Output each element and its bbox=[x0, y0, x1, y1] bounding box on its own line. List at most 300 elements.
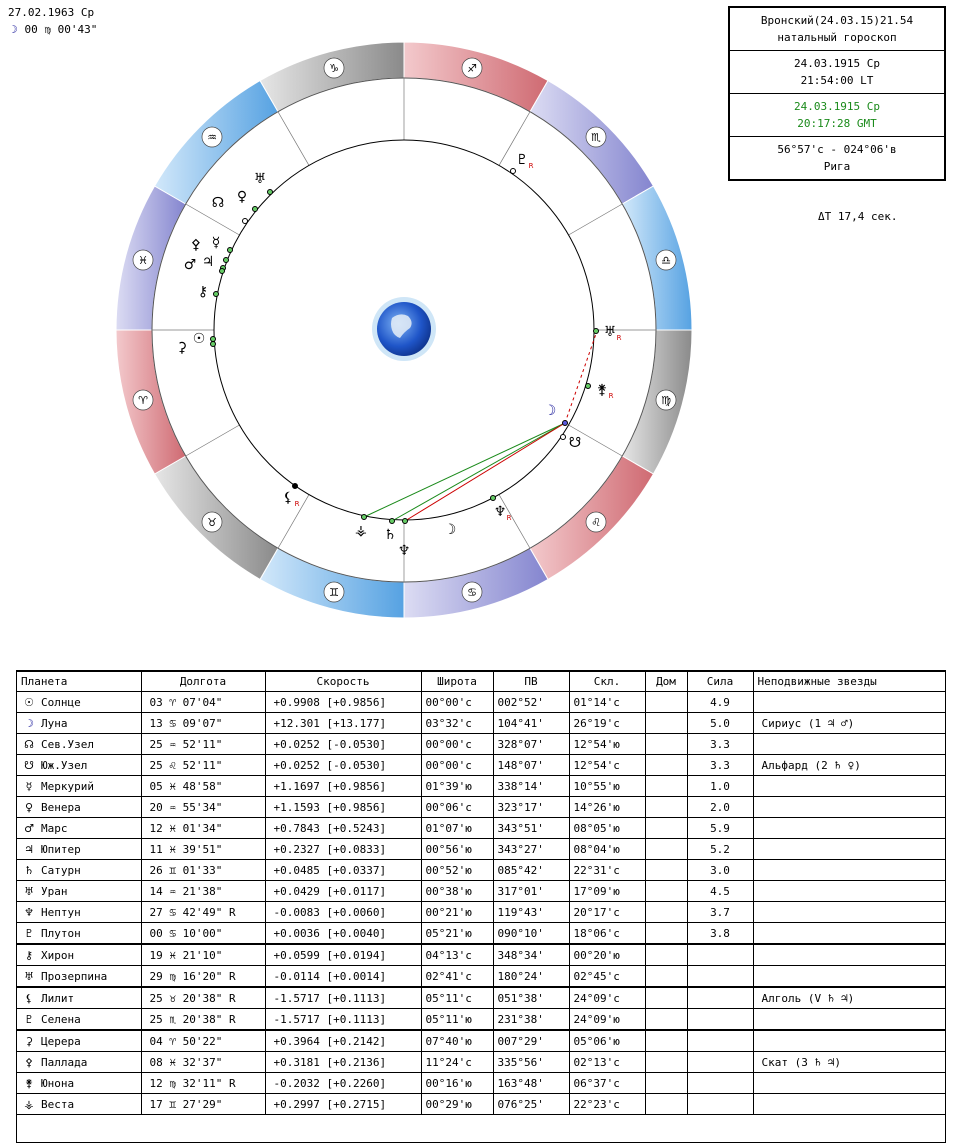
cell-power: 5.0 bbox=[687, 713, 753, 734]
table-row[interactable] bbox=[17, 944, 945, 966]
cell-fixed-stars: Альфард (2 ♄ ♀) bbox=[753, 755, 945, 776]
cell-planet bbox=[17, 797, 141, 818]
cell-fixed-stars bbox=[753, 966, 945, 988]
cell-house bbox=[645, 755, 687, 776]
cell-planet bbox=[17, 966, 141, 988]
table-row[interactable] bbox=[17, 755, 945, 776]
cell-ra: 090°10' bbox=[493, 923, 569, 945]
cell-latitude: 00°06'с bbox=[421, 797, 493, 818]
cell-fixed-stars: Скат (3 ♄ ♃) bbox=[753, 1052, 945, 1073]
cell-fixed-stars bbox=[753, 1073, 945, 1094]
cell-fixed-stars bbox=[753, 881, 945, 902]
cell-ra: 002°52' bbox=[493, 692, 569, 713]
planet-name: Юпитер bbox=[41, 842, 81, 856]
cell-declination: 24°09'ю bbox=[569, 1009, 645, 1031]
cell-speed: +0.7843 [+0.5243] bbox=[265, 818, 421, 839]
uranus-icon[interactable]: ♅ bbox=[253, 171, 267, 187]
chiron-icon[interactable]: ⚷ bbox=[197, 284, 209, 300]
taurus-icon[interactable]: ♉ bbox=[207, 516, 217, 529]
cell-speed: -0.0083 [+0.0060] bbox=[265, 902, 421, 923]
sagittarius-icon[interactable]: ♐ bbox=[467, 62, 477, 75]
table-row[interactable] bbox=[17, 860, 945, 881]
table-row[interactable] bbox=[17, 966, 945, 988]
cell-latitude: 07°40'ю bbox=[421, 1030, 493, 1052]
dot-proserpina bbox=[594, 329, 599, 334]
planet-name: Прозерпина bbox=[41, 969, 108, 983]
saturn-icon[interactable]: ♄ bbox=[383, 527, 397, 543]
dot-south-node bbox=[561, 435, 566, 440]
cell-planet bbox=[17, 987, 141, 1009]
cell-speed: +12.301 [+13.177] bbox=[265, 713, 421, 734]
col-declination-header[interactable]: Скл. bbox=[569, 672, 645, 692]
cell-longitude: 27 ♋ 42'49" R bbox=[141, 902, 265, 923]
dot-pluto-top bbox=[511, 169, 516, 174]
dot-node bbox=[243, 219, 248, 224]
cell-planet bbox=[17, 818, 141, 839]
cell-declination: 08°05'ю bbox=[569, 818, 645, 839]
cell-latitude: 01°39'ю bbox=[421, 776, 493, 797]
cell-longitude: 05 ♓ 48'58" bbox=[141, 776, 265, 797]
cell-planet bbox=[17, 923, 141, 945]
transit-moon-position: 00 ♍ 00'43" bbox=[24, 23, 98, 36]
moon-lower-icon[interactable]: ☽ bbox=[443, 522, 457, 538]
cell-power bbox=[687, 1094, 753, 1115]
cell-power bbox=[687, 1052, 753, 1073]
planet-name: Сатурн bbox=[41, 863, 81, 877]
cell-ra: 328°07' bbox=[493, 734, 569, 755]
scorpio-icon[interactable]: ♏ bbox=[591, 131, 601, 144]
cell-declination: 22°23'с bbox=[569, 1094, 645, 1115]
cell-speed: +0.0252 [-0.0530] bbox=[265, 734, 421, 755]
cell-ra: 343°27' bbox=[493, 839, 569, 860]
cell-speed: +0.2997 [+0.2715] bbox=[265, 1094, 421, 1115]
cell-speed: +1.1593 [+0.9856] bbox=[265, 797, 421, 818]
dot-sun bbox=[211, 337, 216, 342]
cell-house bbox=[645, 860, 687, 881]
cell-speed: -0.0114 [+0.0014] bbox=[265, 966, 421, 988]
cell-declination: 26°19'с bbox=[569, 713, 645, 734]
planet-glyph-icon: ♆ bbox=[24, 905, 34, 919]
cell-longitude: 20 ♒ 55'34" bbox=[141, 797, 265, 818]
cell-longitude: 14 ♒ 21'38" bbox=[141, 881, 265, 902]
cell-longitude: 00 ♋ 10'00" bbox=[141, 923, 265, 945]
cell-speed: +1.1697 [+0.9856] bbox=[265, 776, 421, 797]
planet-glyph-icon: ⚸ bbox=[24, 991, 34, 1005]
cell-speed: +0.2327 [+0.0833] bbox=[265, 839, 421, 860]
cell-declination: 24°09'с bbox=[569, 987, 645, 1009]
cell-latitude: 00°56'ю bbox=[421, 839, 493, 860]
table-row[interactable] bbox=[17, 692, 945, 713]
planet-name: Меркурий bbox=[41, 779, 94, 793]
planet-name: Селена bbox=[41, 1012, 81, 1026]
moon-icon[interactable]: ☽ bbox=[543, 403, 557, 419]
planet-name: Сев.Узел bbox=[41, 737, 94, 751]
cell-longitude: 13 ♋ 09'07" bbox=[141, 713, 265, 734]
dot-lilith bbox=[293, 484, 298, 489]
cell-house bbox=[645, 797, 687, 818]
dot-juno bbox=[586, 384, 591, 389]
cell-power: 1.0 bbox=[687, 776, 753, 797]
cell-declination: 08°04'ю bbox=[569, 839, 645, 860]
cell-house bbox=[645, 1073, 687, 1094]
cell-speed: +0.3964 [+0.2142] bbox=[265, 1030, 421, 1052]
planet-glyph-icon: ♂ bbox=[24, 821, 34, 835]
juno-icon[interactable]: ⚵ bbox=[596, 382, 608, 398]
table-row[interactable] bbox=[17, 1009, 945, 1031]
cell-fixed-stars bbox=[753, 839, 945, 860]
mars-icon[interactable]: ♂ bbox=[183, 257, 197, 273]
cell-ra: 180°24' bbox=[493, 966, 569, 988]
cell-house bbox=[645, 1030, 687, 1052]
planet-table bbox=[17, 672, 946, 1115]
virgo-icon[interactable]: ♍ bbox=[661, 394, 671, 407]
cell-planet bbox=[17, 755, 141, 776]
cell-speed: -1.5717 [+0.1113] bbox=[265, 987, 421, 1009]
cell-speed: +0.3181 [+0.2136] bbox=[265, 1052, 421, 1073]
col-speed-header[interactable]: Скорость bbox=[265, 672, 421, 692]
proserpina-icon[interactable]: ♅ bbox=[603, 324, 617, 340]
dot-uranus bbox=[268, 190, 273, 195]
cell-longitude: 08 ♓ 32'37" bbox=[141, 1052, 265, 1073]
cell-ra: 343°51' bbox=[493, 818, 569, 839]
cell-latitude: 00°38'ю bbox=[421, 881, 493, 902]
cell-power: 3.7 bbox=[687, 902, 753, 923]
sun-icon[interactable]: ☉ bbox=[192, 331, 206, 347]
ceres-icon[interactable]: ⚳ bbox=[176, 340, 188, 356]
planet-name: Уран bbox=[41, 884, 68, 898]
cell-ra: 163°48' bbox=[493, 1073, 569, 1094]
neptune-icon[interactable]: ♆ bbox=[493, 504, 507, 520]
cell-declination: 10°55'ю bbox=[569, 776, 645, 797]
table-row[interactable] bbox=[17, 734, 945, 755]
cell-declination: 01°14'с bbox=[569, 692, 645, 713]
cell-declination: 12°54'с bbox=[569, 755, 645, 776]
cell-latitude: 00°21'ю bbox=[421, 902, 493, 923]
col-fixed-stars-header[interactable]: Неподвижные звезды bbox=[753, 672, 945, 692]
cell-ra: 338°14' bbox=[493, 776, 569, 797]
planet-glyph-icon: ♄ bbox=[24, 863, 34, 877]
table-row[interactable] bbox=[17, 713, 945, 734]
planet-glyph-icon: ♇ bbox=[24, 1012, 34, 1026]
cell-house bbox=[645, 881, 687, 902]
dot-pallas bbox=[224, 258, 229, 263]
planet-name: Венера bbox=[41, 800, 81, 814]
cell-declination: 02°45'с bbox=[569, 966, 645, 988]
table-row[interactable] bbox=[17, 1052, 945, 1073]
table-row[interactable] bbox=[17, 923, 945, 945]
cell-longitude: 25 ♏ 20'38" R bbox=[141, 1009, 265, 1031]
cell-ra: 348°34' bbox=[493, 944, 569, 966]
cell-power bbox=[687, 987, 753, 1009]
col-power-header[interactable]: Сила bbox=[687, 672, 753, 692]
planet-glyph-icon: ♇ bbox=[24, 926, 34, 940]
cell-declination: 05°06'ю bbox=[569, 1030, 645, 1052]
cell-declination: 02°13'с bbox=[569, 1052, 645, 1073]
cell-power: 4.9 bbox=[687, 692, 753, 713]
cell-longitude: 25 ♉ 20'38" R bbox=[141, 987, 265, 1009]
cell-speed: +0.0036 [+0.0040] bbox=[265, 923, 421, 945]
cell-fixed-stars bbox=[753, 734, 945, 755]
dot-chiron bbox=[214, 292, 219, 297]
cell-declination: 18°06'с bbox=[569, 923, 645, 945]
planet-glyph-icon: ☊ bbox=[24, 737, 34, 751]
cell-ra: 148°07' bbox=[493, 755, 569, 776]
capricorn-icon[interactable]: ♑ bbox=[329, 62, 339, 75]
planet-name: Хирон bbox=[41, 948, 75, 962]
retrograde-mark: R bbox=[616, 334, 622, 342]
cell-longitude: 26 ♊ 01'33" bbox=[141, 860, 265, 881]
libra-icon[interactable]: ♎ bbox=[661, 254, 671, 267]
planet-name: Веста bbox=[41, 1097, 75, 1111]
cell-declination: 22°31'с bbox=[569, 860, 645, 881]
cell-planet bbox=[17, 776, 141, 797]
table-row[interactable] bbox=[17, 797, 945, 818]
chart-title: Вронский(24.03.15)21.54 bbox=[760, 14, 914, 27]
cell-latitude: 00°16'ю bbox=[421, 1073, 493, 1094]
place-name: Рига bbox=[823, 160, 851, 173]
leo-icon[interactable]: ♌ bbox=[591, 516, 601, 529]
planet-glyph-icon: ☿ bbox=[25, 779, 33, 793]
planet-glyph-icon: ♅ bbox=[24, 884, 34, 898]
gmt-date: 24.03.1915 Ср bbox=[793, 100, 881, 113]
table-row[interactable] bbox=[17, 902, 945, 923]
cell-fixed-stars bbox=[753, 1030, 945, 1052]
cell-house bbox=[645, 839, 687, 860]
cell-longitude: 29 ♍ 16'20" R bbox=[141, 966, 265, 988]
cell-fixed-stars bbox=[753, 776, 945, 797]
planet-name: Лилит bbox=[41, 991, 75, 1005]
col-planet-header[interactable]: Планета bbox=[17, 672, 141, 692]
cell-ra: 335°56' bbox=[493, 1052, 569, 1073]
cell-declination: 17°09'ю bbox=[569, 881, 645, 902]
cell-speed: +0.0599 [+0.0194] bbox=[265, 944, 421, 966]
cell-house bbox=[645, 1052, 687, 1073]
cell-house bbox=[645, 713, 687, 734]
dot-saturn bbox=[390, 519, 395, 524]
north-node-icon[interactable]: ☊ bbox=[211, 195, 225, 211]
table-row[interactable] bbox=[17, 987, 945, 1009]
cell-declination: 06°37'с bbox=[569, 1073, 645, 1094]
cell-ra: 317°01' bbox=[493, 881, 569, 902]
moon-small-icon: ☽ bbox=[8, 23, 18, 36]
cell-longitude: 11 ♓ 39'51" bbox=[141, 839, 265, 860]
cell-latitude: 00°29'ю bbox=[421, 1094, 493, 1115]
retrograde-mark: R bbox=[506, 514, 512, 522]
table-row[interactable] bbox=[17, 776, 945, 797]
cell-speed: +0.9908 [+0.9856] bbox=[265, 692, 421, 713]
cell-latitude: 01°07'ю bbox=[421, 818, 493, 839]
cell-ra: 085°42' bbox=[493, 860, 569, 881]
cell-power bbox=[687, 1009, 753, 1031]
mercury-icon[interactable]: ☿ bbox=[211, 235, 221, 251]
planet-name: Нептун bbox=[41, 905, 81, 919]
cell-ra: 076°25' bbox=[493, 1094, 569, 1115]
planet-name: Паллада bbox=[41, 1055, 88, 1069]
cell-planet bbox=[17, 944, 141, 966]
cell-planet bbox=[17, 1052, 141, 1073]
cell-declination: 00°20'ю bbox=[569, 944, 645, 966]
cell-house bbox=[645, 902, 687, 923]
cell-declination: 14°26'ю bbox=[569, 797, 645, 818]
cell-power: 3.8 bbox=[687, 923, 753, 945]
planet-glyph-icon: ⚳ bbox=[24, 1034, 34, 1048]
planet-glyph-icon: ♀ bbox=[24, 800, 34, 814]
cell-power: 3.3 bbox=[687, 755, 753, 776]
cell-house bbox=[645, 776, 687, 797]
planet-glyph-icon: ☉ bbox=[24, 695, 34, 709]
chart-type: натальный гороскоп bbox=[777, 31, 897, 44]
planet-glyph-icon: ⚵ bbox=[24, 1076, 34, 1090]
cell-planet bbox=[17, 860, 141, 881]
cell-planet bbox=[17, 839, 141, 860]
gemini-icon[interactable]: ♊ bbox=[329, 586, 339, 599]
cell-fixed-stars: Алголь (V ♄ ♃) bbox=[753, 987, 945, 1009]
cell-speed: -0.2032 [+0.2260] bbox=[265, 1073, 421, 1094]
cell-longitude: 25 ♒ 52'11" bbox=[141, 734, 265, 755]
cell-latitude: 00°52'ю bbox=[421, 860, 493, 881]
cell-planet bbox=[17, 902, 141, 923]
planet-glyph-icon: ☋ bbox=[24, 758, 34, 772]
col-longitude-header[interactable]: Долгота bbox=[141, 672, 265, 692]
dot-moon bbox=[563, 421, 568, 426]
delta-t: ΔT 17,4 сек. bbox=[818, 210, 898, 223]
pluto-top-icon[interactable]: ♇ bbox=[515, 152, 529, 168]
table-row[interactable] bbox=[17, 1094, 945, 1115]
cell-longitude: 12 ♓ 01'34" bbox=[141, 818, 265, 839]
planet-glyph-icon: ♃ bbox=[24, 842, 34, 856]
jupiter-icon[interactable]: ♃ bbox=[201, 254, 215, 270]
cell-speed: +0.0485 [+0.0337] bbox=[265, 860, 421, 881]
cell-latitude: 05°11'с bbox=[421, 987, 493, 1009]
cell-fixed-stars: Сириус (1 ♃ ♂) bbox=[753, 713, 945, 734]
pisces-icon[interactable]: ♓ bbox=[138, 254, 148, 267]
cell-longitude: 04 ♈ 50'22" bbox=[141, 1030, 265, 1052]
cell-ra: 231°38' bbox=[493, 1009, 569, 1031]
cell-speed: +0.0252 [-0.0530] bbox=[265, 755, 421, 776]
cell-house bbox=[645, 944, 687, 966]
cell-power: 5.9 bbox=[687, 818, 753, 839]
pallas-icon[interactable]: ⚴ bbox=[190, 237, 202, 253]
cell-declination: 20°17'с bbox=[569, 902, 645, 923]
cell-power bbox=[687, 944, 753, 966]
cell-latitude: 00°00'с bbox=[421, 692, 493, 713]
retrograde-mark: R bbox=[528, 162, 534, 170]
cell-power bbox=[687, 966, 753, 988]
cell-planet bbox=[17, 1073, 141, 1094]
table-row[interactable] bbox=[17, 881, 945, 902]
cell-power bbox=[687, 1073, 753, 1094]
cell-longitude: 17 ♊ 27'29" bbox=[141, 1094, 265, 1115]
planet-glyph-icon: ☽ bbox=[24, 716, 34, 730]
table-row[interactable] bbox=[17, 1030, 945, 1052]
cell-house bbox=[645, 966, 687, 988]
cell-fixed-stars bbox=[753, 818, 945, 839]
cancer-icon[interactable]: ♋ bbox=[467, 586, 477, 599]
planet-name: Луна bbox=[41, 716, 68, 730]
cell-planet bbox=[17, 1094, 141, 1115]
cell-power: 5.2 bbox=[687, 839, 753, 860]
table-row[interactable] bbox=[17, 839, 945, 860]
cell-planet bbox=[17, 713, 141, 734]
dot-neptune bbox=[491, 496, 496, 501]
vesta-icon[interactable]: ⚶ bbox=[355, 523, 367, 539]
cell-fixed-stars bbox=[753, 944, 945, 966]
cell-fixed-stars bbox=[753, 1009, 945, 1031]
cell-latitude: 02°41'с bbox=[421, 966, 493, 988]
planet-name: Марс bbox=[41, 821, 68, 835]
cell-house bbox=[645, 692, 687, 713]
table-row[interactable] bbox=[17, 1073, 945, 1094]
retrograde-mark: R bbox=[608, 392, 614, 400]
cell-declination: 12°54'ю bbox=[569, 734, 645, 755]
cell-fixed-stars bbox=[753, 902, 945, 923]
planet-name: Церера bbox=[41, 1034, 81, 1048]
cell-fixed-stars bbox=[753, 860, 945, 881]
planet-glyph-icon: ⚴ bbox=[24, 1055, 34, 1069]
planet-glyph-icon: ♅ bbox=[24, 969, 34, 983]
planet-name: Юнона bbox=[41, 1076, 75, 1090]
planet-glyph-icon: ⚶ bbox=[24, 1097, 34, 1111]
cell-planet bbox=[17, 881, 141, 902]
cell-speed: -1.5717 [+0.1113] bbox=[265, 1009, 421, 1031]
cell-latitude: 05°11'ю bbox=[421, 1009, 493, 1031]
col-latitude-header[interactable]: Широта bbox=[421, 672, 493, 692]
cell-speed: +0.0429 [+0.0117] bbox=[265, 881, 421, 902]
cell-house bbox=[645, 987, 687, 1009]
venus-icon[interactable]: ♀ bbox=[236, 189, 248, 205]
gmt-time: 20:17:28 GMT bbox=[797, 117, 877, 130]
cell-power bbox=[687, 1030, 753, 1052]
cell-ra: 051°38' bbox=[493, 987, 569, 1009]
dot-pluto bbox=[403, 519, 408, 524]
col-house-header[interactable]: Дом bbox=[645, 672, 687, 692]
cell-longitude: 25 ♌ 52'11" bbox=[141, 755, 265, 776]
dot-vesta bbox=[362, 515, 367, 520]
south-node-icon[interactable]: ☋ bbox=[568, 435, 582, 451]
cell-house bbox=[645, 1009, 687, 1031]
table-header-row bbox=[17, 672, 945, 692]
planet-name: Солнце bbox=[41, 695, 81, 709]
cell-fixed-stars bbox=[753, 923, 945, 945]
cell-planet bbox=[17, 1009, 141, 1031]
cell-power: 2.0 bbox=[687, 797, 753, 818]
pluto-bottom-icon[interactable]: ♆ bbox=[397, 543, 411, 559]
cell-planet bbox=[17, 1030, 141, 1052]
aquarius-icon[interactable]: ♒ bbox=[207, 131, 217, 144]
cell-ra: 323°17' bbox=[493, 797, 569, 818]
cell-latitude: 05°21'ю bbox=[421, 923, 493, 945]
local-time: 21:54:00 LT bbox=[800, 74, 874, 87]
col-ra-header[interactable]: ПВ bbox=[493, 672, 569, 692]
table-row[interactable] bbox=[17, 818, 945, 839]
cell-power: 4.5 bbox=[687, 881, 753, 902]
lilith-icon[interactable]: ⚸ bbox=[282, 490, 294, 506]
cell-ra: 007°29' bbox=[493, 1030, 569, 1052]
dot-ceres bbox=[211, 342, 216, 347]
cell-fixed-stars bbox=[753, 797, 945, 818]
aries-icon[interactable]: ♈ bbox=[138, 394, 148, 407]
planet-name: Плутон bbox=[41, 926, 81, 940]
cell-longitude: 03 ♈ 07'04" bbox=[141, 692, 265, 713]
cell-longitude: 19 ♓ 21'10" bbox=[141, 944, 265, 966]
cell-ra: 119°43' bbox=[493, 902, 569, 923]
local-date: 24.03.1915 Ср bbox=[793, 57, 881, 70]
cell-latitude: 00°00'с bbox=[421, 734, 493, 755]
cell-longitude: 12 ♍ 32'11" R bbox=[141, 1073, 265, 1094]
planet-name: Юж.Узел bbox=[41, 758, 88, 772]
cell-house bbox=[645, 923, 687, 945]
planet-glyph-icon: ⚷ bbox=[24, 948, 34, 962]
